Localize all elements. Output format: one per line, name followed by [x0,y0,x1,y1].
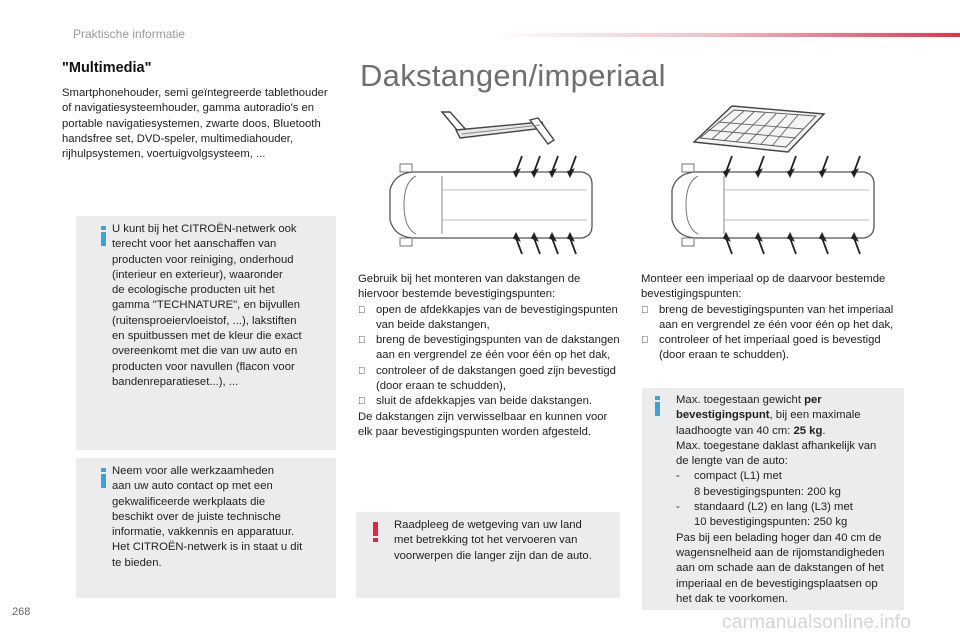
list-item [358,333,622,364]
list-item [641,303,905,334]
multimedia-text: Smartphonehouder, semi geïntegreerde tablethouder of navigatiesysteemhouder, gamma autoradio's en portable navigatiesystemen, zwarte doos, Bluetooth handsfree set, DVD-speler, multimediahouder, rijhulpsystemen, voertuigvolgsysteem, ... [62,87,328,161]
list-item-text: 10 bevestigingspunten: 250 kg [694,516,848,529]
rack-instructions [641,272,905,364]
text-line: de ecologische producten uit het [112,284,275,297]
text-line: U kunt bij het CITROËN-netwerk ook [112,223,297,235]
load-limits-text [676,393,902,607]
text-line: Max. toegestane daklast afhankelijk van [676,439,877,452]
text-line: gamma "TECHNATURE", en bijvullen [112,299,300,312]
text-span: Max. toegestaan gewicht [676,394,805,406]
van-top-view-roofbars [382,150,602,260]
text-line: en spuitbussen met de kleur die exact [112,330,302,343]
list-item [358,394,622,409]
list-item [676,485,902,500]
text-line: terecht voor het aanschaffen van [112,238,277,251]
text-span: 25 kg [793,424,823,437]
info-icon [654,396,662,416]
text-line: (interieur en exterieur), waaronder [112,268,283,281]
text-line: (ruitensproeiervloeistof, ...), lakstiften [112,314,297,327]
list-item-text: breng de bevestigingspunten van het imperiaal aan en vergrendel ze één voor één op het dak, [659,303,894,331]
check-bullet-icon [358,394,376,409]
page-number: 268 [12,606,31,618]
text-span: per [804,394,822,406]
warning-icon [372,522,380,542]
list-item [676,500,902,515]
text-span: bevestigingspunt [676,409,770,422]
list-item-text: controleer of het imperiaal goed is bevestigd (door eraan te schudden). [659,334,881,362]
header-rule [490,33,960,37]
list-item-text: sluit de afdekkapjes van beide dakstangen. [376,395,593,408]
roof-bar-illustration [432,106,556,150]
text-line: aan uw auto contact op met een [112,480,273,493]
text-span: , bij een maximale [769,409,861,422]
text-span: . [822,424,826,437]
text-line: Het CITROËN-netwerk is in staat u dit [112,541,303,554]
text-line [676,408,902,423]
text-span: laadhoogte van 40 cm: [676,424,794,437]
rack-intro: Monteer een imperiaal op de daarvoor bestemde bevestigingspunten: [641,273,886,301]
dash-marker: - [676,501,680,514]
text-line [676,424,902,439]
text-line: te bieden. [112,556,162,569]
info-icon [100,226,108,246]
section-header: Praktische informatie [73,27,186,41]
text-line: voorwerpen die langer zijn dan de auto. [394,549,592,562]
text-line: Pas bij een belading hoger dan 40 cm de [676,531,882,544]
text-line: bandenreparatieset...), ... [112,375,239,388]
text-line: het dak te voorkomen. [676,592,788,605]
multimedia-title: "Multimedia" [62,60,152,76]
text-line: met betrekking tot het vervoeren van [394,534,578,547]
check-bullet-icon [358,333,376,364]
multimedia-section [62,60,338,162]
info-workshop-text [112,464,334,571]
list-item [641,333,905,364]
text-line: gekwalificeerde werkplaats die [112,495,266,508]
info-box-products [76,216,336,450]
list-item-text: open de afdekkapjes van de bevestigingspunten van beide dakstangen, [376,303,618,331]
indent [676,515,694,530]
roofbars-intro: Gebruik bij het monteren van dakstangen de hiervoor bestemde bevestigingspunten: [358,273,581,301]
warning-box [356,512,620,598]
list-item-text: 8 bevestigingspunten: 200 kg [694,485,841,498]
watermark: carmanualsonline.info [722,612,912,633]
info-box-load-limits [642,388,904,610]
text-line: Raadpleeg de wetgeving van uw land [394,519,582,531]
check-bullet-icon [358,364,376,395]
info-products-text [112,222,334,390]
text-line: wagensnelheid aan de rijomstandigheden [676,546,885,559]
list-item-text: controleer of de dakstangen goed zijn bevestigd (door eraan te schudden), [376,364,616,393]
page-title: Dakstangen/imperiaal [360,58,666,93]
text-line [676,393,902,408]
list-item [676,469,902,484]
roofbars-outro: De dakstangen zijn verwisselbaar en kunnen voor elk paar bevestigingspunten worden afgesteld. [358,410,608,438]
text-line: de lengte van de auto: [676,455,788,468]
info-icon [100,468,108,488]
list-item [358,364,622,395]
info-box-workshop [76,458,336,598]
text-line: producten voor reiniging, onderhoud [112,253,294,266]
text-line: imperiaal en de bevestigingsplaatsen op [676,577,878,590]
check-bullet-icon [641,303,659,334]
check-bullet-icon [641,333,659,364]
text-line: Neem voor alle werkzaamheden [112,465,275,477]
dash-marker: - [676,470,680,483]
van-top-view-rack [664,150,884,260]
check-bullet-icon [358,303,376,334]
text-line: aan om schade aan de dakstangen of het [676,562,884,575]
roofbars-instructions [358,272,622,440]
text-line: producten voor navullen (flacon voor [112,360,295,373]
list-item-text: compact (L1) met [694,470,782,483]
list-item [676,515,902,530]
warning-text [394,518,616,564]
text-line: informatie, vakkennis en apparatuur. [112,526,295,539]
list-item-text: standaard (L2) en lang (L3) met [694,501,853,514]
text-line: overeenkomt met die van uw auto en [112,345,298,358]
indent [676,485,694,500]
list-item-text: breng de bevestigingspunten van de dakstangen aan en vergrendel ze één voor één op het dak, [376,334,620,362]
list-item [358,303,622,334]
text-line: beschikt over de juiste technische [112,510,281,523]
